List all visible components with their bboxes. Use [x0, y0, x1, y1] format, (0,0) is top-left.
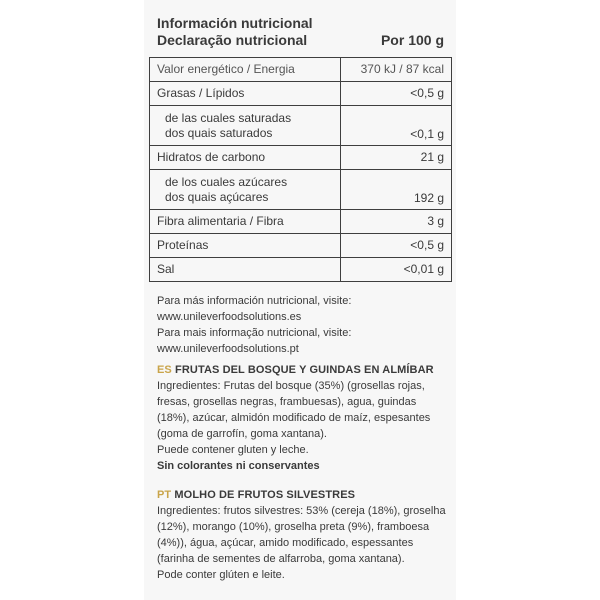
table-row: [150, 106, 452, 146]
header-title-pt: Declaração nutricional: [157, 32, 308, 48]
more-info-block: [157, 293, 351, 357]
ingredients-pt-section: [157, 487, 446, 583]
nutrition-header: [157, 15, 444, 49]
nutrient-name: [150, 106, 341, 146]
table-row: [150, 146, 452, 170]
ingredients-es-section: [157, 362, 434, 474]
table-row: [150, 170, 452, 210]
nutrient-value: <0,5 g: [341, 82, 452, 106]
header-per-100g: Por 100 g: [380, 32, 444, 48]
product-name-pt: MOLHO DE FRUTOS SILVESTRES: [174, 489, 356, 501]
no-additives-note: Sin colorantes ni conservantes: [157, 460, 320, 472]
nutrient-value: <0,5 g: [341, 234, 452, 258]
nutrient-name: [150, 170, 341, 210]
ingredient-line: fresas, grosellas negras, frambuesas), agua, guindas: [157, 396, 417, 408]
table-row: [150, 82, 452, 106]
ingredient-line: (farinha de sementes de alfarroba, goma xantana).: [157, 553, 405, 565]
nutrient-value: 3 g: [341, 210, 452, 234]
nutrient-name: Fibra alimentaria / Fibra: [150, 210, 341, 234]
nutrient-name: Hidratos de carbono: [150, 146, 341, 170]
nutrient-value: 370 kJ / 87 kcal: [341, 58, 452, 82]
section-title-es: [157, 362, 434, 378]
ingredient-line: (goma de garrofín, goma xantana).: [157, 428, 327, 440]
table-row: [150, 258, 452, 282]
nutrient-name: Grasas / Lípidos: [150, 82, 341, 106]
table-row: [150, 210, 452, 234]
nutrient-name: Valor energético / Energia: [150, 58, 341, 82]
nutrient-value: <0,1 g: [341, 106, 452, 146]
ingredient-line: Ingredientes: frutos silvestres: 53% (cereja (18%), groselha: [157, 505, 446, 517]
header-title-es: Información nutricional: [157, 15, 313, 31]
section-title-pt: [157, 487, 446, 503]
product-name-es: FRUTAS DEL BOSQUE Y GUINDAS EN ALMÍBAR: [175, 364, 434, 376]
ingredient-line: (12%), morango (10%), groselha preta (9%), framboesa: [157, 521, 430, 533]
language-code-es: ES: [157, 364, 172, 376]
more-info-pt: Para mais informação nutricional, visite:: [157, 327, 352, 339]
ingredient-line: (18%), azúcar, almidón modificado de maíz, espesantes: [157, 412, 431, 424]
nutrient-name-pt: dos quais açúcares: [165, 189, 269, 204]
table-row: [150, 234, 452, 258]
nutrient-name: Sal: [150, 258, 341, 282]
ingredient-line: (4%)), água, açúcar, amido modificado, espessantes: [157, 537, 414, 549]
nutrient-name: Proteínas: [150, 234, 341, 258]
allergen-line: Puede contener gluten y leche.: [157, 444, 309, 456]
nutrition-table: [149, 57, 452, 282]
ingredient-line: Ingredientes: Frutas del bosque (35%) (grosellas rojas,: [157, 380, 425, 392]
nutrient-name-es: de los cuales azúcares: [165, 174, 288, 189]
nutrient-value: 21 g: [341, 146, 452, 170]
website-link-pt[interactable]: www.unileverfoodsolutions.pt: [157, 343, 299, 355]
nutrient-value: <0,01 g: [341, 258, 452, 282]
table-row: [150, 58, 452, 82]
nutrient-value: 192 g: [341, 170, 452, 210]
allergen-line: Pode conter glúten e leite.: [157, 569, 285, 581]
website-link-es[interactable]: www.unileverfoodsolutions.es: [157, 311, 302, 323]
nutrient-name-es: de las cuales saturadas: [165, 110, 292, 125]
nutrient-name-pt: dos quais saturados: [165, 125, 273, 140]
language-code-pt: PT: [157, 489, 172, 501]
more-info-es: Para más información nutricional, visite:: [157, 295, 352, 307]
